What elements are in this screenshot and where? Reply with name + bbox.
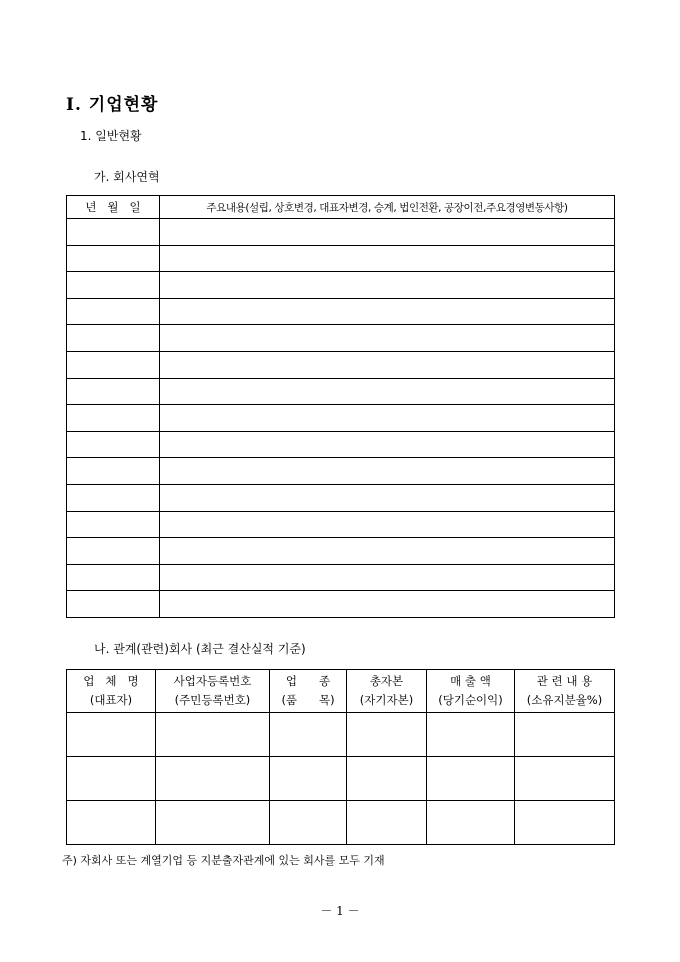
related-row	[67, 801, 615, 845]
related-companies-heading: 나. 관계(관련)회사 (최근 결산실적 기준)	[94, 642, 306, 656]
related-cell[interactable]	[427, 713, 515, 757]
related-col-header-line1: 사업자등록번호	[173, 674, 252, 688]
related-cell[interactable]	[347, 713, 427, 757]
history-content-cell[interactable]	[160, 298, 615, 325]
history-row	[67, 245, 615, 272]
related-cell[interactable]	[515, 713, 615, 757]
history-col-date: 년 월 일	[67, 196, 160, 219]
related-companies-table	[66, 669, 615, 845]
page-number: － 1 －	[320, 904, 360, 918]
related-cell[interactable]	[67, 801, 156, 845]
related-col-header	[156, 670, 270, 713]
history-date-cell[interactable]	[67, 484, 160, 511]
related-col-header-line2: (당기순이익)	[438, 693, 503, 707]
related-cell[interactable]	[427, 801, 515, 845]
history-content-cell[interactable]	[160, 245, 615, 272]
history-date-cell[interactable]	[67, 378, 160, 405]
history-date-cell[interactable]	[67, 298, 160, 325]
history-content-cell[interactable]	[160, 219, 615, 246]
related-col-header-line2: (소유지분율%)	[526, 693, 603, 707]
history-date-cell[interactable]	[67, 245, 160, 272]
history-row	[67, 511, 615, 538]
history-date-cell[interactable]	[67, 405, 160, 432]
related-cell[interactable]	[270, 801, 347, 845]
related-cell[interactable]	[427, 757, 515, 801]
related-col-header-line1: 관 련 내 용	[536, 674, 593, 688]
history-content-cell[interactable]	[160, 511, 615, 538]
history-date-cell[interactable]	[67, 219, 160, 246]
history-date-cell[interactable]	[67, 458, 160, 485]
related-col-header	[67, 670, 156, 713]
related-row	[67, 713, 615, 757]
history-row	[67, 378, 615, 405]
history-row	[67, 458, 615, 485]
history-content-cell[interactable]	[160, 405, 615, 432]
history-content-cell[interactable]	[160, 378, 615, 405]
related-col-header	[347, 670, 427, 713]
history-content-cell[interactable]	[160, 538, 615, 565]
related-header-row	[67, 670, 615, 713]
related-col-header-line1: 총자본	[369, 674, 404, 688]
history-row	[67, 538, 615, 565]
history-content-cell[interactable]	[160, 591, 615, 618]
general-status-heading: 1. 일반현황	[80, 129, 142, 143]
history-date-cell[interactable]	[67, 538, 160, 565]
related-cell[interactable]	[156, 713, 270, 757]
history-row	[67, 219, 615, 246]
history-row	[67, 431, 615, 458]
related-col-header-line2: (자기자본)	[359, 693, 414, 707]
history-row	[67, 591, 615, 618]
history-content-cell[interactable]	[160, 458, 615, 485]
history-date-cell[interactable]	[67, 431, 160, 458]
history-row	[67, 298, 615, 325]
related-cell[interactable]	[67, 713, 156, 757]
history-date-cell[interactable]	[67, 325, 160, 352]
related-cell[interactable]	[515, 757, 615, 801]
related-row	[67, 757, 615, 801]
related-cell[interactable]	[270, 713, 347, 757]
history-content-cell[interactable]	[160, 351, 615, 378]
history-content-cell[interactable]	[160, 272, 615, 299]
related-col-header-line2: (품 목)	[281, 693, 335, 707]
footnote: 주) 자회사 또는 계열기업 등 지분출자관계에 있는 회사를 모두 기재	[62, 854, 385, 867]
related-col-header-line1: 업 종	[285, 674, 331, 688]
history-date-cell[interactable]	[67, 511, 160, 538]
related-cell[interactable]	[347, 801, 427, 845]
related-col-header	[515, 670, 615, 713]
history-date-cell[interactable]	[67, 272, 160, 299]
history-content-cell[interactable]	[160, 564, 615, 591]
company-history-table	[66, 195, 615, 618]
related-col-header-line1: 매 출 액	[450, 674, 491, 688]
related-cell[interactable]	[67, 757, 156, 801]
history-row	[67, 564, 615, 591]
related-col-header-line1: 업 체 명	[83, 674, 139, 688]
history-content-cell[interactable]	[160, 484, 615, 511]
history-header-row	[67, 196, 615, 219]
related-cell[interactable]	[156, 757, 270, 801]
history-content-cell[interactable]	[160, 431, 615, 458]
related-cell[interactable]	[156, 801, 270, 845]
history-col-content: 주요내용(설립, 상호변경, 대표자변경, 승계, 법인전환, 공장이전,주요경영변동사항)	[160, 196, 615, 219]
history-content-cell[interactable]	[160, 325, 615, 352]
related-col-header-line2: (대표자)	[89, 693, 133, 707]
company-history-heading: 가. 회사연혁	[94, 170, 160, 184]
related-cell[interactable]	[347, 757, 427, 801]
related-col-header-line2: (주민등록번호)	[174, 693, 251, 707]
section-title: Ⅰ. 기업현황	[66, 95, 159, 115]
related-col-header	[270, 670, 347, 713]
history-row	[67, 325, 615, 352]
history-date-cell[interactable]	[67, 351, 160, 378]
history-date-cell[interactable]	[67, 564, 160, 591]
history-row	[67, 484, 615, 511]
related-cell[interactable]	[515, 801, 615, 845]
related-cell[interactable]	[270, 757, 347, 801]
history-row	[67, 405, 615, 432]
history-row	[67, 351, 615, 378]
related-col-header	[427, 670, 515, 713]
history-date-cell[interactable]	[67, 591, 160, 618]
history-row	[67, 272, 615, 299]
